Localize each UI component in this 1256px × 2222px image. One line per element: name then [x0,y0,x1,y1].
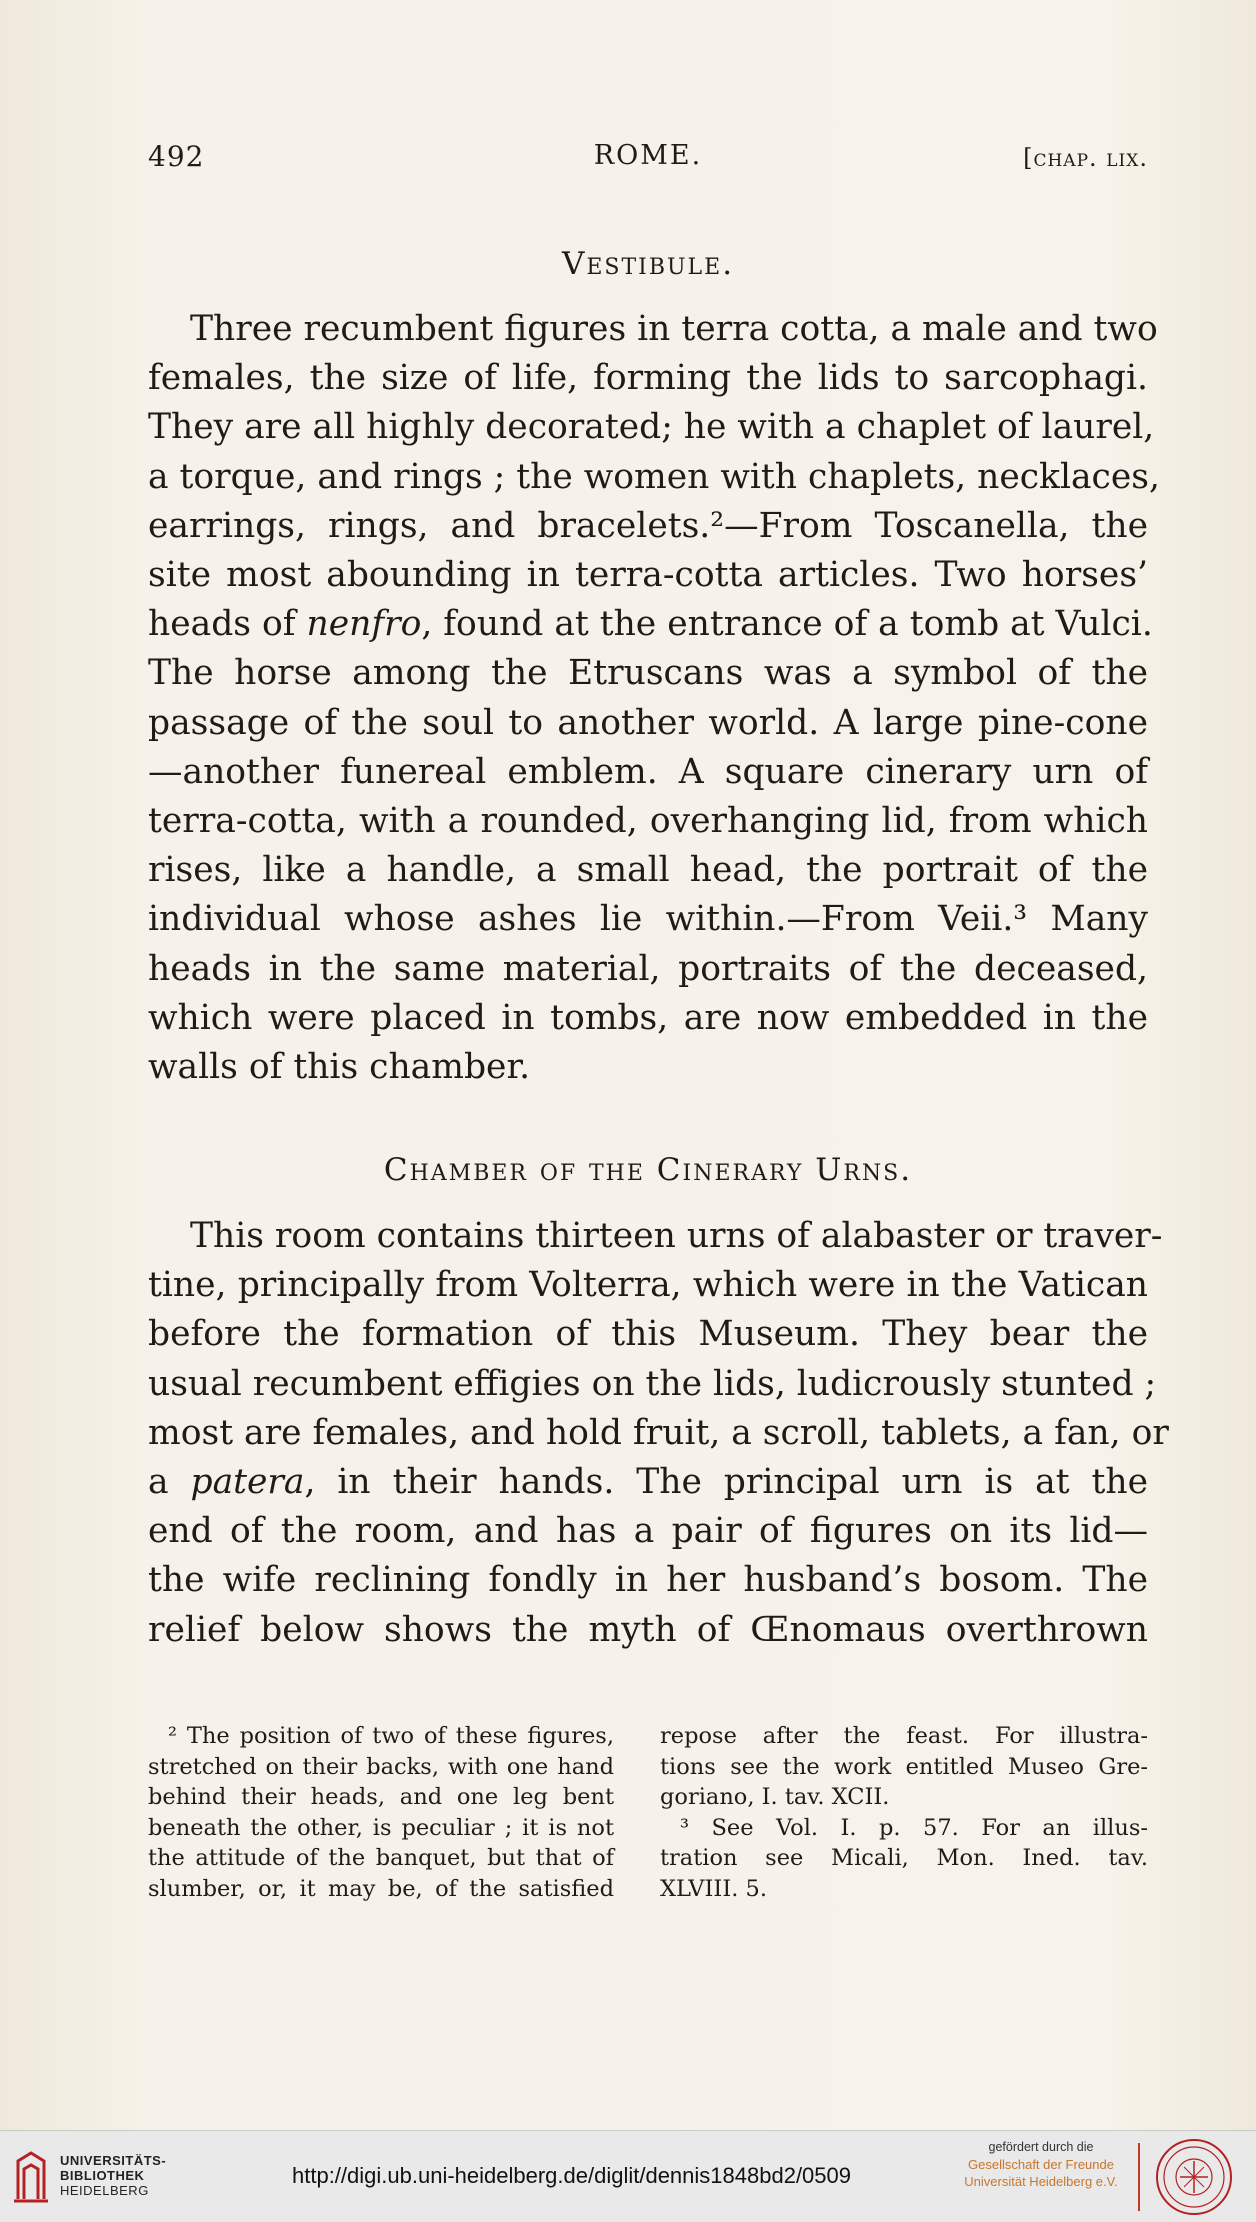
footnote-line: ² The position of two of these figures, [168,1723,614,1749]
footnote-line: the attitude of the banquet, but that of [148,1845,614,1871]
text-line: before the formation of this Museum. They bear the [148,1314,1148,1355]
text-line: —another funereal emblem. A square cinerary urn of [148,751,1148,792]
footnote-line: behind their heads, and one leg bent [148,1784,614,1810]
section-heading-cinerary-urns: Chamber of the Cinerary Urns. [383,1152,913,1188]
sponsor-name-line: Universität Heidelberg e.V. [964,2174,1118,2189]
footnote-line: tions see the work entitled Museo Gre- [660,1753,1148,1780]
footnote-column-right [660,1721,1148,1904]
text-line: end of the room, and has a pair of figures on its lid— [148,1511,1148,1552]
footnote-line: goriano, I. tav. XCII. [660,1784,890,1810]
text-line: most are females, and hold fruit, a scroll, tablets, a fan, or [148,1412,1169,1453]
text-line: a patera, in their hands. The principal urn is at the [148,1462,1148,1503]
text-line: site most abounding in terra-cotta articles. Two horses’ [148,555,1148,596]
text-line: individual whose ashes lie within.—From Veii.³ Many [148,899,1148,940]
cinerary-paragraph [148,1212,1169,1655]
footnote-column-left [148,1721,614,1904]
sponsor-name-line: Gesellschaft der Freunde [968,2157,1114,2172]
running-head [148,140,1148,184]
chapter-reference: [chap. lix. [1023,144,1148,172]
library-name[interactable] [60,2153,166,2198]
digitization-footer [0,2130,1256,2222]
text-line: walls of this chamber. [148,1047,531,1088]
text-line: tine, principally from Volterra, which were in the Vatican [148,1265,1148,1306]
footnote-line: repose after the feast. For illustra- [660,1723,1148,1749]
text-line: which were placed in tombs, are now embedded in the [148,997,1148,1038]
sponsor-block[interactable] [956,2139,1126,2190]
text-line: a torque, and rings ; the women with chaplets, necklaces, [148,456,1160,497]
footnote-line: tration see Micali, Mon. Ined. tav. [660,1845,1148,1871]
section-heading-vestibule: Vestibule. [561,246,735,282]
library-name-line: BIBLIOTHEK [60,2168,145,2183]
text-line: The horse among the Etruscans was a symbol of the [148,653,1148,694]
footnote-line: slumber, or, it may be, of the satisfied [148,1875,614,1902]
library-name-line: HEIDELBERG [60,2183,149,2198]
text-line: heads in the same material, portraits of the deceased, [148,948,1148,989]
text-line: relief below shows the myth of Œnomaus overthrown [148,1609,1148,1650]
university-library-logo-icon[interactable] [12,2147,50,2205]
running-title: ROME. [593,140,703,171]
text-line: terra-cotta, with a rounded, overhanging lid, from which [148,801,1148,842]
text-line: This room contains thirteen urns of alabaster or traver- [190,1216,1163,1256]
text-line: passage of the soul to another world. A large pine-cone [148,702,1148,743]
text-line: females, the size of life, forming the lids to sarcophagi. [148,358,1148,399]
text-line: earrings, rings, and bracelets.²—From Toscanella, the [148,505,1148,546]
text-line: usual recumbent effigies on the lids, ludicrously stunted ; [148,1363,1157,1404]
library-name-line: UNIVERSITÄTS- [60,2153,167,2168]
text-line: They are all highly decorated; he with a chaplet of laurel, [148,407,1155,448]
text-line: rises, like a handle, a small head, the portrait of the [148,850,1148,891]
footnote-line: stretched on their backs, with one hand [148,1753,614,1780]
text-line: heads of nenfro, found at the entrance of a tomb at Vulci. [148,604,1153,645]
footnotes [148,1721,1148,1941]
university-seal-icon[interactable] [1154,2137,1234,2217]
vestibule-paragraph [148,305,1160,1092]
footnote-line: ³ See Vol. I. p. 57. For an illus- [680,1814,1148,1841]
footnote-line: beneath the other, is peculiar ; it is not [148,1814,614,1841]
sponsor-caption: gefördert durch die [988,2140,1094,2154]
text-line: Three recumbent figures in terra cotta, a male and two [190,309,1158,349]
page-number: 492 [148,140,205,173]
permalink-url[interactable]: http://digi.ub.uni-heidelberg.de/diglit/dennis1848bd2/0509 [292,2163,851,2188]
text-line: the wife reclining fondly in her husband’s bosom. The [148,1560,1148,1601]
footnote-line: XLVIII. 5. [660,1875,767,1902]
footer-divider [1138,2143,1140,2211]
